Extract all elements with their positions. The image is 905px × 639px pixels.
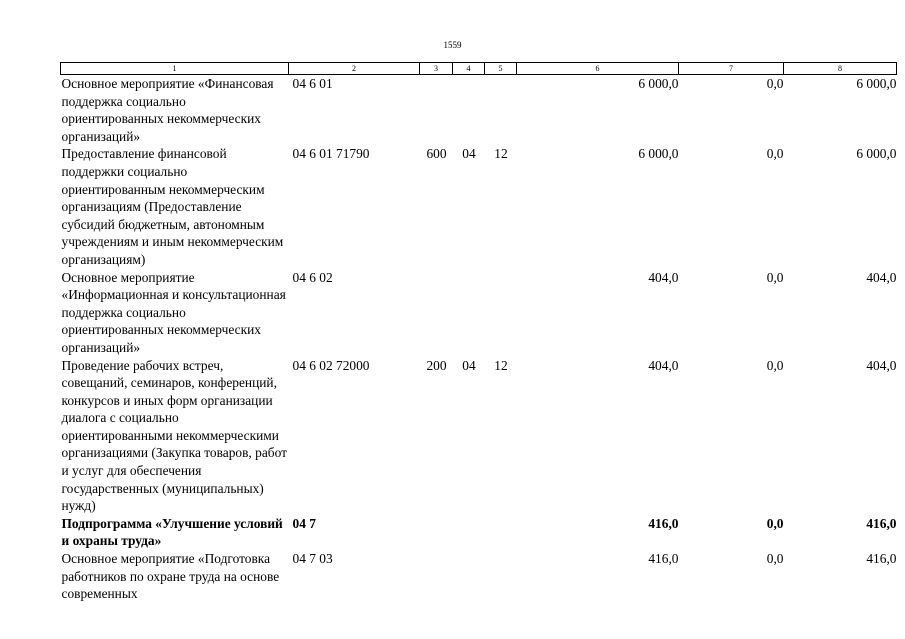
column-header-2: 2 [289,63,420,75]
table-row [61,550,897,603]
row-value-7: 0,0 [766,515,784,531]
row-col5 [485,550,517,603]
column-header-5: 5 [485,63,517,75]
column-header-6: 6 [517,63,679,75]
row-value-8: 416,0 [866,515,897,531]
row-value-8: 6 000,0 [856,76,897,91]
row-code: 04 6 02 [292,269,333,285]
row-col4: 04 [462,146,476,162]
row-col3 [420,515,453,550]
row-col4: 04 [462,357,476,373]
row-value-7: 0,0 [766,146,784,162]
row-value-7: 0,0 [766,357,784,373]
row-col5 [485,269,517,357]
row-col4 [453,515,485,550]
row-code: 04 6 02 72000 [292,357,370,373]
row-col3 [420,75,453,146]
row-col3: 600 [426,146,447,162]
row-value-7: 0,0 [766,551,784,567]
row-col3 [420,269,453,357]
row-name: Основное мероприятие «Финансовая поддержка социально ориентированных некоммерческих организаций» [61,76,274,144]
row-value-6: 416,0 [648,515,679,531]
row-col4 [453,75,485,146]
row-col3 [420,550,453,603]
row-value-6: 404,0 [648,357,679,373]
column-header-7: 7 [679,63,784,75]
table-row [61,75,897,146]
row-value-8: 404,0 [866,357,897,373]
row-code: 04 7 [292,515,316,531]
row-value-8: 404,0 [866,269,897,285]
row-value-6: 416,0 [648,551,679,567]
row-value-6: 6 000,0 [638,146,679,162]
row-code: 04 7 03 [292,551,333,567]
column-header-8: 8 [784,63,897,75]
row-value-8: 416,0 [866,551,897,567]
row-name: Проведение рабочих встреч, совещаний, семинаров, конференций, конкурсов и иных форм организации диалога с социально ориентированными некоммерческими организациями (Закупка товаров, работ и услуг для обеспечения государственных (муниципальных) нужд) [61,357,287,514]
table-row [61,269,897,357]
column-header-3: 3 [420,63,453,75]
row-name: Основное мероприятие «Информационная и консультационная поддержка социально ориентированных некоммерческих организаций» [61,269,286,355]
table-row [61,357,897,515]
row-col3: 200 [426,357,447,373]
row-col5 [485,75,517,146]
row-value-6: 404,0 [648,269,679,285]
row-col5 [485,515,517,550]
row-col5: 12 [494,357,508,373]
table-row-subprogram [61,515,897,550]
column-header-1: 1 [61,63,289,75]
page-number: 1559 [443,40,462,50]
row-value-6: 6 000,0 [638,76,679,91]
budget-table [60,62,897,603]
row-value-7: 0,0 [766,76,784,91]
row-name: Подпрограмма «Улучшение условий и охраны труда» [61,515,283,549]
row-value-8: 6 000,0 [856,146,897,162]
row-code: 04 6 01 71790 [292,146,370,162]
column-header-4: 4 [453,63,485,75]
row-name: Предоставление финансовой поддержки социально ориентированным некоммерческим организациям (Предоставление субсидий бюджетным, автономным учреждениям и иным некоммерческим организациям) [61,146,284,267]
row-col4 [453,269,485,357]
row-col5: 12 [494,146,508,162]
row-value-7: 0,0 [766,269,784,285]
row-code: 04 6 01 [292,76,333,91]
table-header [61,63,897,75]
row-col4 [453,550,485,603]
table-row [61,145,897,268]
row-name: Основное мероприятие «Подготовка работников по охране труда на основе современных [61,551,280,602]
